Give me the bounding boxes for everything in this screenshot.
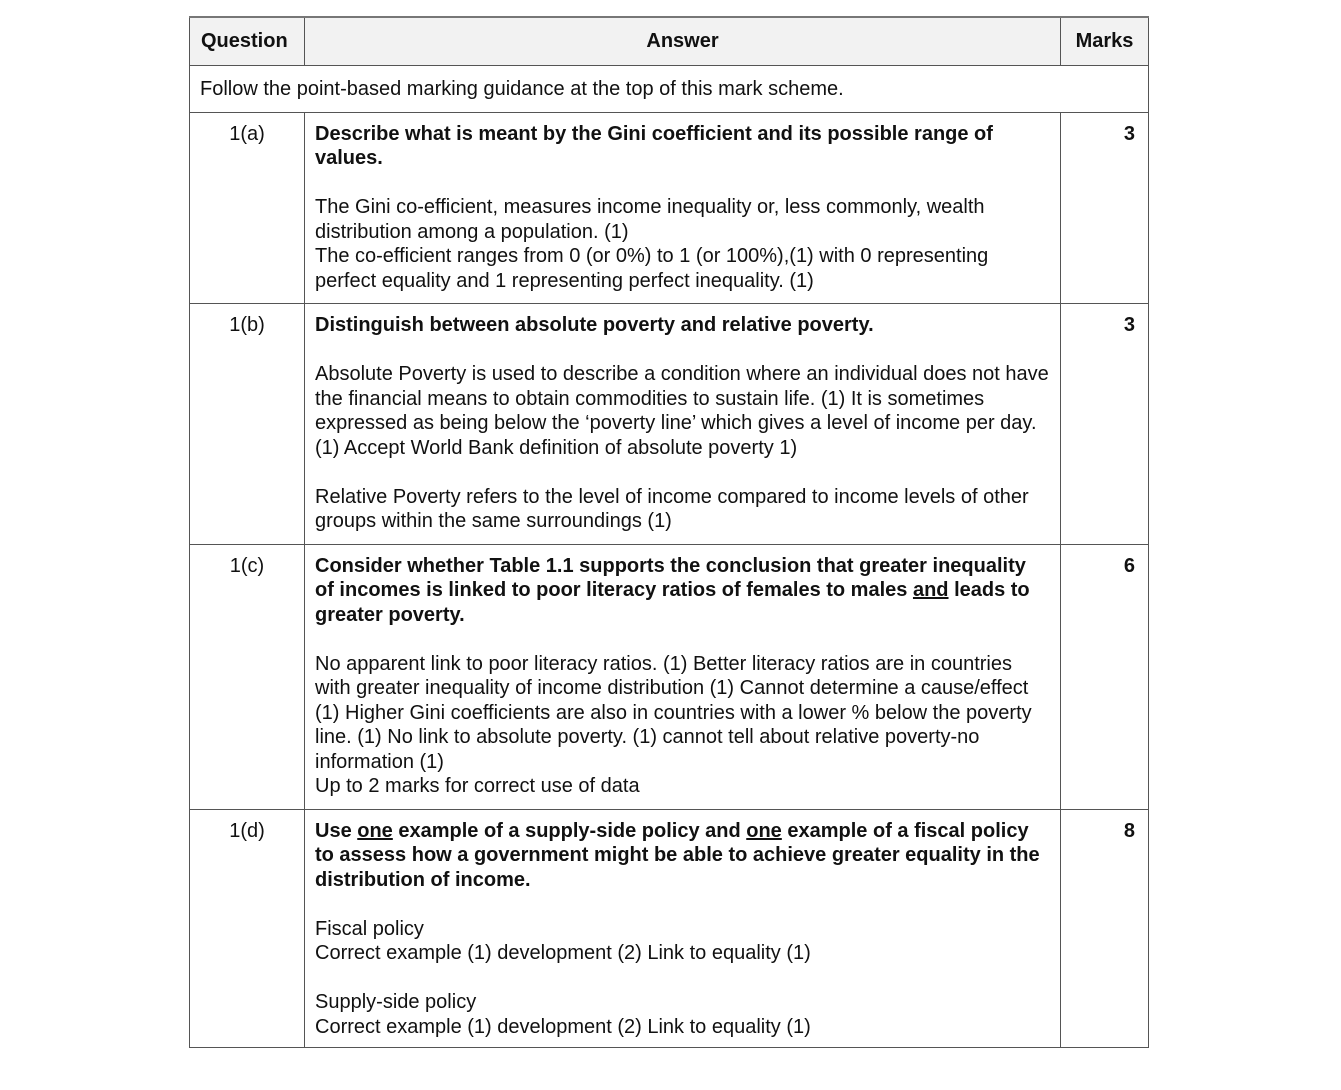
question-prompt	[315, 554, 1050, 628]
answer-block	[315, 652, 1050, 799]
question-number: 1(d)	[190, 809, 305, 1048]
prompt-text: leads to greater poverty.	[315, 579, 1030, 626]
answer-line: The co-efficient ranges from 0 (or 0%) to 1 (or 100%),(1) with 0 representing perfect equality and 1 representing perfect inequality. (1)	[315, 245, 989, 292]
answer-line: Correct example (1) development (2) Link to equality (1)	[315, 942, 811, 964]
prompt-emphasis: one	[746, 819, 782, 842]
question-prompt: Describe what is meant by the Gini coefficient and its possible range of values.	[315, 122, 993, 169]
prompt-emphasis: and	[912, 579, 949, 601]
question-number: 1(b)	[190, 304, 305, 545]
answer-cell	[305, 544, 1061, 809]
guidance-row	[190, 66, 1149, 113]
answer-block	[315, 485, 1050, 534]
answer-line: Supply-side policy	[315, 991, 477, 1013]
answer-line: The Gini co-efficient, measures income inequality or, less commonly, wealth distribution among a population. (1)	[315, 196, 985, 243]
answer-line: Relative Poverty refers to the level of income compared to income levels of other groups within the same surroundings (1)	[315, 485, 1029, 532]
prompt-text: example of a supply-side policy and	[392, 819, 747, 842]
answer-header: Answer	[305, 17, 1061, 66]
answer-cell	[305, 809, 1061, 1048]
table-row	[190, 809, 1149, 1048]
marks-value: 6	[1061, 544, 1149, 809]
marks-value: 8	[1061, 809, 1149, 1048]
mark-scheme-table	[189, 16, 1149, 1048]
answer-line: Up to 2 marks for correct use of data	[315, 775, 640, 797]
question-prompt	[315, 819, 1050, 893]
header-row	[190, 17, 1149, 66]
question-prompt: Distinguish between absolute poverty and relative poverty.	[315, 314, 874, 336]
marks-value: 3	[1061, 304, 1149, 545]
answer-line: Absolute Poverty is used to describe a condition where an individual does not have the financial means to obtain commodities to sustain life. (1) It is sometimes expressed as being below the ‘poverty line’ which gives a level of income per day. (1) Accept World Bank definition of absolute poverty 1)	[315, 363, 1049, 459]
marks-value: 3	[1061, 112, 1149, 304]
prompt-emphasis: one	[357, 819, 393, 842]
answer-cell	[305, 112, 1061, 304]
prompt-text: Consider whether Table 1.1 supports the conclusion that greater inequality of incomes is linked to poor literacy ratios of females to males	[315, 554, 1026, 601]
answer-line: No apparent link to poor literacy ratios. (1) Better literacy ratios are in countries with greater inequality of income distribution (1) Cannot determine a cause/effect (1) Higher Gini coefficients are also in countries with a lower % below the poverty line. (1) No link to absolute poverty. (1) cannot tell about relative poverty-no information (1)	[315, 652, 1032, 773]
table-row	[190, 304, 1149, 545]
question-header: Question	[190, 17, 305, 66]
table-row	[190, 544, 1149, 809]
answer-line: Fiscal policy	[315, 917, 424, 940]
table-row	[190, 112, 1149, 304]
marking-guidance: Follow the point-based marking guidance at the top of this mark scheme.	[190, 66, 1149, 113]
answer-block	[315, 195, 1050, 293]
answer-line: Correct example (1) development (2) Link to equality (1)	[315, 1015, 811, 1038]
question-number: 1(a)	[190, 112, 305, 304]
prompt-text: example of a fiscal policy to assess how a government might be able to achieve greater equality in the distribution of income.	[315, 819, 1040, 891]
prompt-text: Use	[315, 819, 358, 842]
answer-block	[315, 362, 1050, 460]
marks-header: Marks	[1061, 17, 1149, 66]
question-number: 1(c)	[190, 544, 305, 809]
answer-block	[315, 917, 1050, 966]
answer-block	[315, 990, 1050, 1039]
answer-cell	[305, 304, 1061, 545]
